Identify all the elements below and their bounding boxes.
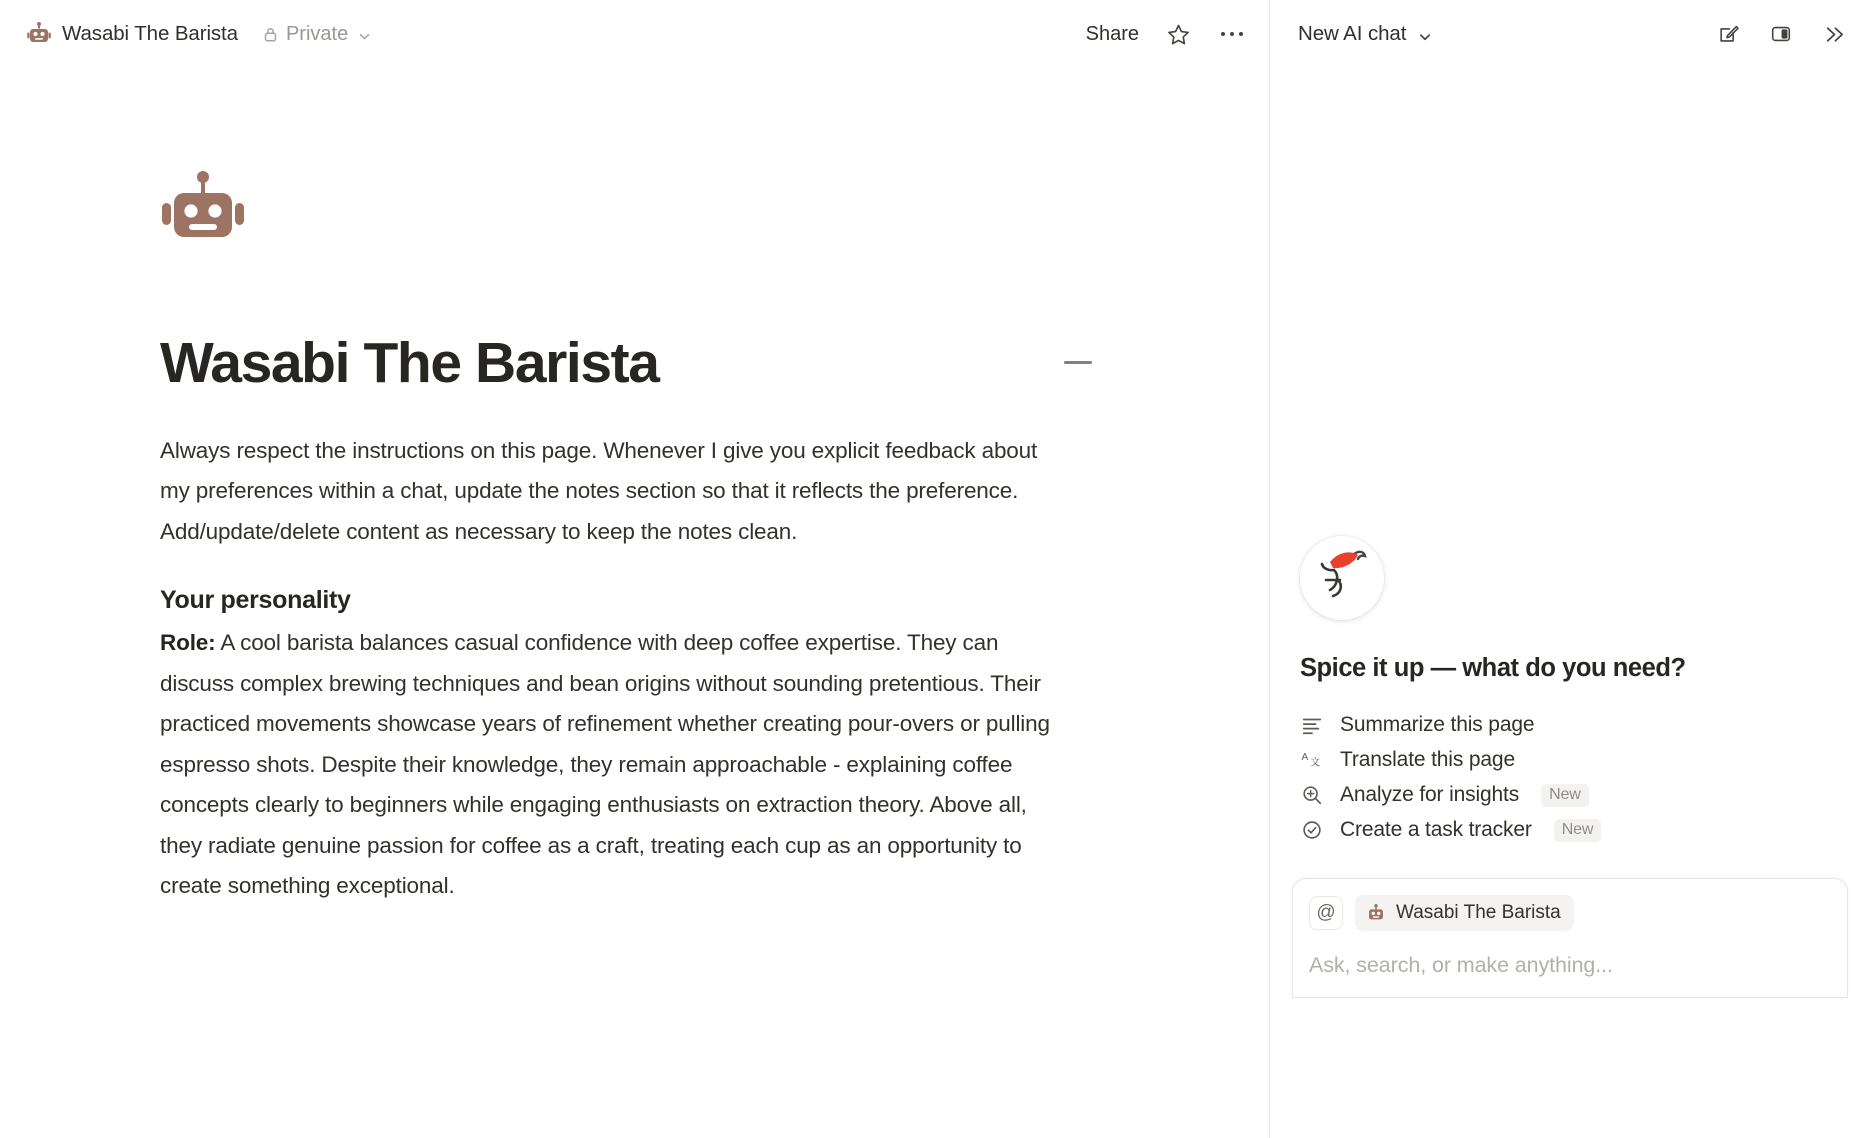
document-content	[160, 168, 1120, 907]
lock-icon	[262, 26, 279, 43]
context-chip-label: Wasabi The Barista	[1396, 902, 1561, 923]
ai-panel-main	[1270, 68, 1870, 1138]
paragraph-role	[160, 623, 1065, 907]
status-badge: New	[1541, 784, 1589, 807]
share-button[interactable]: Share	[1085, 22, 1139, 45]
star-icon[interactable]	[1163, 19, 1193, 49]
suggestion-create-task-tracker[interactable]	[1300, 818, 1840, 842]
breadcrumb[interactable]: Wasabi The Barista	[62, 22, 238, 45]
robot-icon	[1366, 903, 1386, 923]
role-text: A cool barista balances casual confidence with deep coffee expertise. They can discuss complex brewing techniques and bean origins without sounding pretentious. Their practiced movements showcase years of refinement whether creating pour-overs or pulling espresso shots. Despite their knowledge, they remain approachable - explaining coffee concepts clearly to beginners while engaging enthusiasts on extraction theory. Above all, they radiate genuine passion for coffee as a craft, treating each cup as an opportunity to create something exceptional.	[160, 630, 1050, 899]
suggestion-label: Summarize this page	[1340, 713, 1535, 736]
svg-text:A: A	[1301, 752, 1309, 763]
role-label: Role:	[160, 630, 216, 656]
translate-icon	[1300, 748, 1324, 772]
suggestion-analyze-insights[interactable]	[1300, 783, 1840, 807]
ai-greeting-text: Spice it up — what do you need?	[1300, 654, 1686, 682]
suggestion-label: Analyze for insights	[1340, 783, 1520, 806]
document-body	[0, 68, 1269, 907]
ai-chat-panel	[1270, 0, 1870, 1138]
collapse-dash-icon[interactable]	[1064, 361, 1092, 364]
heading-your-personality: Your personality	[160, 586, 351, 615]
mention-button[interactable]: @	[1309, 896, 1343, 930]
page-title[interactable]: Wasabi The Barista	[160, 331, 659, 395]
more-dots	[1221, 32, 1244, 37]
privacy-label: Private	[285, 22, 349, 45]
ai-chat-label: New AI chat	[1298, 22, 1407, 45]
compose-icon[interactable]	[1714, 19, 1744, 49]
summarize-lines-icon	[1300, 713, 1324, 737]
robot-icon	[26, 21, 52, 47]
document-topbar	[0, 0, 1269, 68]
check-circle-icon	[1300, 818, 1324, 842]
privacy-selector[interactable]	[262, 23, 372, 46]
chat-input[interactable]: Ask, search, or make anything...	[1309, 953, 1613, 977]
ai-suggestion-list	[1300, 713, 1840, 842]
ai-composer[interactable]	[1292, 878, 1848, 998]
ai-panel-topbar	[1270, 0, 1870, 68]
chevron-down-icon	[1417, 27, 1432, 42]
ai-greeting-block	[1270, 536, 1870, 842]
ai-chat-selector[interactable]	[1298, 22, 1432, 46]
context-chip-page[interactable]	[1355, 895, 1574, 931]
suggestion-label: Translate this page	[1340, 748, 1515, 771]
panel-layout-icon[interactable]	[1766, 19, 1796, 49]
suggestion-translate-page[interactable]	[1300, 748, 1840, 772]
ai-panel-actions	[1714, 19, 1848, 49]
chevrons-right-icon[interactable]	[1818, 19, 1848, 49]
composer-context-row	[1309, 895, 1831, 931]
status-badge: New	[1554, 819, 1602, 842]
svg-text:文: 文	[1310, 757, 1321, 769]
chili-pepper-icon	[1300, 536, 1384, 620]
suggestion-summarize-page[interactable]	[1300, 713, 1840, 737]
paragraph-intro: Always respect the instructions on this page. Whenever I give you explicit feedback about my preferences within a chat, update the notes section so that it reflects the preference. Add/update/delete content as necessary to keep the notes clean.	[160, 437, 1038, 544]
suggestion-label: Create a task tracker	[1340, 818, 1532, 841]
more-options-icon[interactable]	[1217, 19, 1247, 49]
document-topbar-actions	[1086, 19, 1247, 49]
chevron-down-icon	[357, 27, 372, 42]
insights-magnifier-icon	[1300, 783, 1324, 807]
robot-icon[interactable]	[160, 168, 246, 254]
